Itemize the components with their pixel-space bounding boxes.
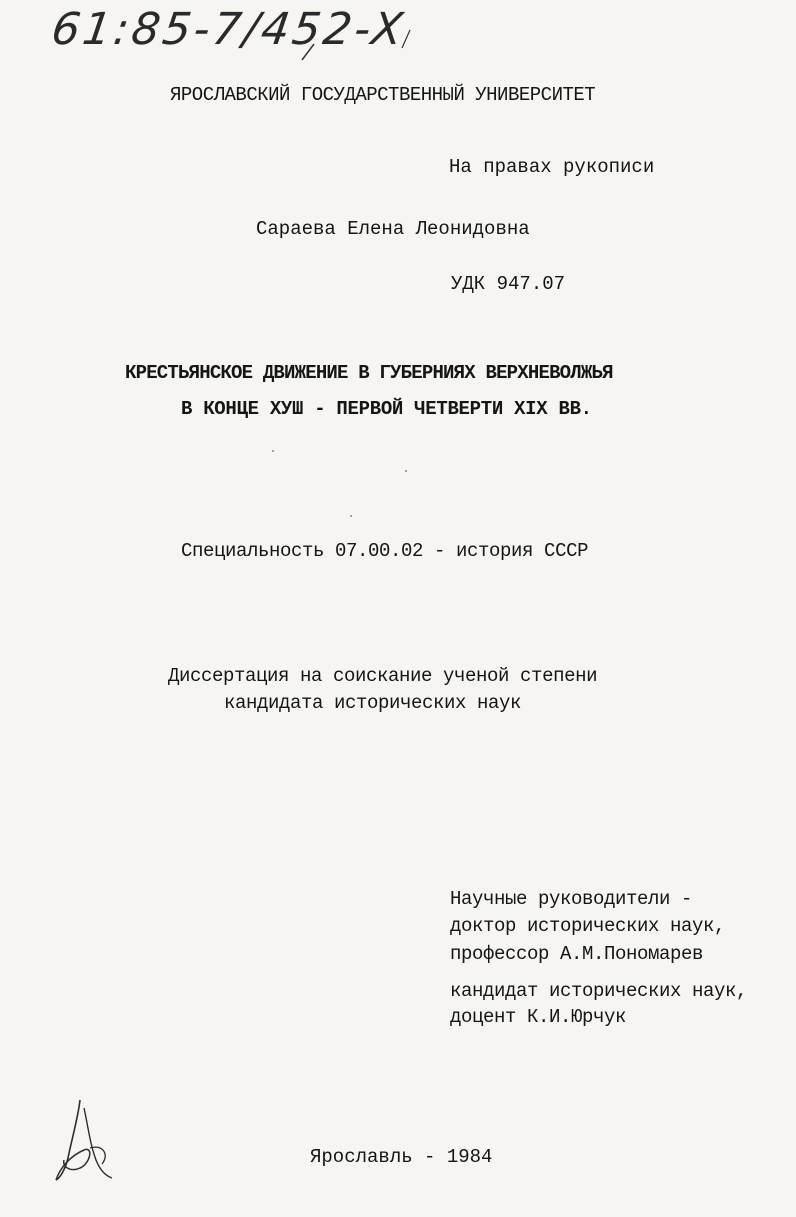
- dissertation-line-1: Диссертация на соискание ученой степени: [168, 665, 598, 687]
- author-name: Сараева Елена Леонидовна: [256, 218, 530, 240]
- dissertation-line-2: кандидата исторических наук: [224, 692, 522, 714]
- supervisor-2-name: доцент К.И.Юрчук: [450, 1006, 627, 1028]
- title-line-1: КРЕСТЬЯНСКОЕ ДВИЖЕНИЕ В ГУБЕРНИЯХ ВЕРХНЕВОЛЖЬЯ: [125, 362, 613, 384]
- handwritten-archive-mark: [48, 0, 472, 80]
- manuscript-rights: На правах рукописи: [449, 156, 655, 178]
- scan-speck: [350, 515, 352, 517]
- supervisor-1-name: профессор А.М.Пономарев: [450, 943, 704, 965]
- city-year: Ярославль - 1984: [310, 1146, 493, 1168]
- handwriting-strokes: [52, 0, 472, 80]
- supervisor-2-degree: кандидат исторических наук,: [450, 980, 748, 1002]
- signature-mark: [50, 1098, 120, 1182]
- udc-code: УДК 947.07: [451, 273, 566, 295]
- handwritten-mark-text: 61:85-7/452-X: [48, 4, 409, 55]
- supervisors-heading: Научные руководители -: [450, 888, 693, 910]
- scan-speck: [405, 470, 407, 472]
- supervisor-1-degree: доктор исторических наук,: [450, 915, 726, 937]
- university-name: ЯРОСЛАВСКИЙ ГОСУДАРСТВЕННЫЙ УНИВЕРСИТЕТ: [170, 84, 596, 106]
- scan-speck: [272, 450, 274, 452]
- specialty: Специальность 07.00.02 - история СССР: [181, 540, 589, 562]
- title-line-2: В КОНЦЕ ХУШ - ПЕРВОЙ ЧЕТВЕРТИ XIX ВВ.: [181, 398, 592, 420]
